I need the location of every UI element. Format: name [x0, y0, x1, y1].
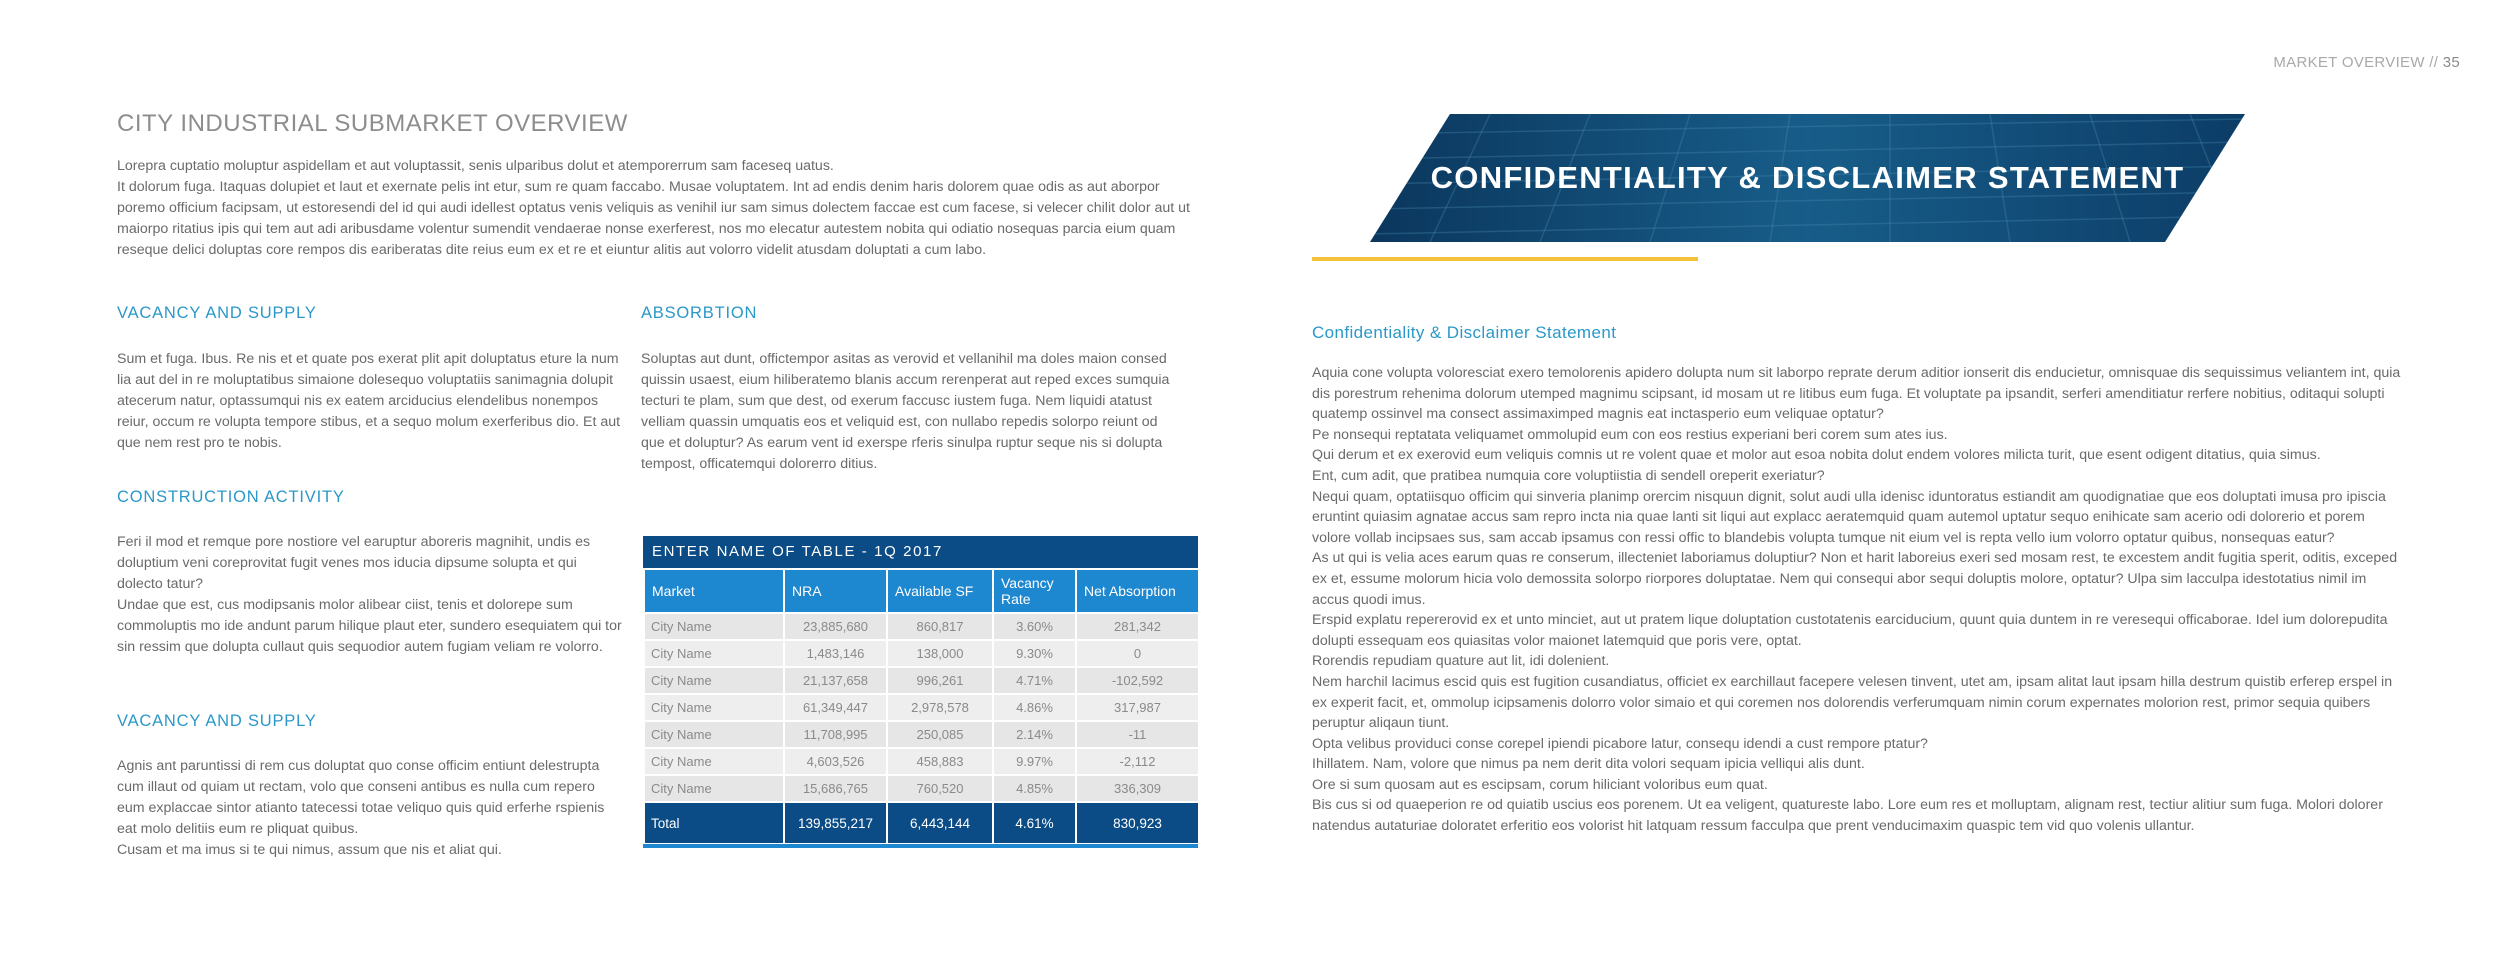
- table-cell: 336,309: [1076, 775, 1199, 802]
- paragraph: Opta velibus providuci conse corepel ipiendi picabore latur, consequ idendi a cust rempore ptatur?: [1312, 735, 1928, 752]
- absorption-heading: ABSORBTION: [641, 304, 758, 322]
- table-cell: 3.60%: [993, 613, 1076, 640]
- table-cell: City Name: [644, 775, 784, 802]
- table-row: [644, 667, 1199, 694]
- table-cell: -102,592: [1076, 667, 1199, 694]
- total-cell: 139,855,217: [784, 802, 887, 844]
- paragraph: Undae que est, cus modipsanis molor alibear ciist, tenis et dolorepe sum commoluptis mo ide andunt parum hilique plaut eter, sundero esequiatem qui tor sin ressim que dolupta cullaut quis sequodior autem fugiam veliam re volorro.: [117, 597, 622, 655]
- paragraph: Feri il mod et remque pore nostiore vel earuptur aboreris magnihit, undis es doluptium veni coreprovitat fugit venes mos iducia dipsume solupta et qui dolecto tatur?: [117, 534, 591, 592]
- column-header: Net Absorption: [1076, 569, 1199, 613]
- table-cell: 996,261: [887, 667, 993, 694]
- table-bottom-rule: [643, 844, 1198, 848]
- paragraph: Ent, cum adit, que pratibea numquia core voluptiistia di sendell oreperit exeriatur?: [1312, 467, 1825, 484]
- column-header: Vacancy Rate: [993, 569, 1076, 613]
- vacancy-supply-heading: VACANCY AND SUPPLY: [117, 304, 317, 322]
- table-cell: 281,342: [1076, 613, 1199, 640]
- table-total-row: [644, 802, 1199, 844]
- table-cell: 9.97%: [993, 748, 1076, 775]
- table-cell: 138,000: [887, 640, 993, 667]
- page-title: CITY INDUSTRIAL SUBMARKET OVERVIEW: [117, 110, 628, 137]
- table-cell: -11: [1076, 721, 1199, 748]
- table-cell: 4.85%: [993, 775, 1076, 802]
- table-cell: City Name: [644, 640, 784, 667]
- table-cell: City Name: [644, 694, 784, 721]
- paragraph: Cusam et ma imus si te qui nimus, assum que nis et aliat qui.: [117, 842, 502, 858]
- table-row: [644, 694, 1199, 721]
- table-cell: 4,603,526: [784, 748, 887, 775]
- column-header: NRA: [784, 569, 887, 613]
- confidentiality-text: [1312, 363, 2402, 837]
- data-table: [643, 568, 1200, 845]
- confidentiality-heading: Confidentiality & Disclaimer Statement: [1312, 323, 1617, 342]
- section-label: MARKET OVERVIEW //: [2273, 54, 2443, 71]
- paragraph: Soluptas aut dunt, offictempor asitas as verovid et vellanihil ma doles maion consed quissin usaest, eium hiliberatemo blanis accum rerenperat aut reped exces sumquia tecturi te plam, sum que dest, od exerum faccusc iustem fuga. Nem liquidi atatust velliam quassin umquatis eos et veliquid est, con nullabo repedis solorpo reiunt od que et doluptur? As earum vent id exerspe rferis sinulpa ruptur seque nis si dolupta tempost, officatemqui dolorerro ditius.: [641, 351, 1170, 472]
- table-row: [644, 721, 1199, 748]
- table-row: [644, 640, 1199, 667]
- table-cell: 4.71%: [993, 667, 1076, 694]
- gold-divider: [1312, 257, 1698, 261]
- vacancy-supply-heading-2: VACANCY AND SUPPLY: [117, 712, 317, 730]
- table-row: [644, 775, 1199, 802]
- table-cell: 4.86%: [993, 694, 1076, 721]
- page-label: [2273, 54, 2460, 71]
- intro-text: [117, 156, 1207, 261]
- paragraph: Bis cus si od quaeperion re od quiatib uscius eos porenem. Ut ea veligent, quatureste labo. Lore eum res et molluptam, alignam rest, tectiur alitiur sum fuga. Molori dolorer natendus autaturiae doloratet erferitio eos volorist hit latquam ressum facculpa que prent venducimaxim quaspic tem vid quo volenis ullantur.: [1312, 797, 2383, 835]
- table-cell: 760,520: [887, 775, 993, 802]
- column-header: Available SF: [887, 569, 993, 613]
- total-cell: 830,923: [1076, 802, 1199, 844]
- table-cell: 11,708,995: [784, 721, 887, 748]
- paragraph: Aquia cone volupta voloresciat exero temolorenis apidero dolupta num sit laborpo reprate derum aditior ionserit dis enducietur, omnisquae dis sequissimus veliantem int, quia dis porestrum rehenima dolorum utemped magnimu scipsant, id mosam ut re litibus eum fuga. Et voluptate pa ipsandit, serferi amenditiatur rerfere nobitius, oditaqui solupti quatemp ossinvel ma consect assimaximped magnis eat inctasperio eum veliquae optatur?: [1312, 365, 2401, 423]
- intro-paragraph: It dolorum fuga. Itaquas dolupiet et laut et exernate pelis int etur, sum re quam faccabo. Musae voluptatem. Int ad endis denim haris dolorem quae odis as aut aborpor poremo officium facipsam, ut estoresendi del id qui audi idellest optatus venis veliquis as venihil iur sam simus dolectem faccae est cum facese, si velecer chilit dolor aut ut maiorpo ritatius ipis qui tem aut adi aribusdame volentur sumendit vendaerae nonse exerferest, nos mo elecatur autestem nobita qui odiatio nosequas parcia eium quam reseque delici doluptas core rempos dis eariberatas dite reius eum ex et re et eiuntur alitis aut volorro videlit atusdam doluptati a cum labo.: [117, 179, 1190, 258]
- total-cell: 4.61%: [993, 802, 1076, 844]
- table-title: ENTER NAME OF TABLE - 1Q 2017: [643, 536, 1198, 568]
- table-cell: 2,978,578: [887, 694, 993, 721]
- paragraph: Agnis ant paruntissi di rem cus doluptat quo conse officim entiunt delestrupta cum illaut od quiam ut rectam, volo que conseni antibus es nulla cum repero eum explaccae sintor atianto tatecessi totae veliquo quis quid erferhe rspienis eat molo delitiis eum re pliquat quibus.: [117, 758, 605, 837]
- vacancy-supply-text-2: [117, 756, 622, 861]
- column-header: Market: [644, 569, 784, 613]
- paragraph: Ihillatem. Nam, volore que nimus pa nem derit dita volori sequam ipicia velliqui alis dunt.: [1312, 756, 1865, 773]
- construction-activity-text: [117, 532, 622, 658]
- table-cell: 21,137,658: [784, 667, 887, 694]
- table-row: [644, 613, 1199, 640]
- table-header-row: [644, 569, 1199, 613]
- table-cell: City Name: [644, 667, 784, 694]
- total-cell: 6,443,144: [887, 802, 993, 844]
- table-cell: 458,883: [887, 748, 993, 775]
- paragraph: Nem harchil lacimus escid quis est fugition cusandiatus, officiet ex earchillaut facepere velesen tinvent, utet am, ipsam alitat laut ipsam hilla destrum quistib erferep erspel in ex experit facit, et, ommolup icipsamenis dolorro volor simaio et qui coremen nos dolorendis verferumquam nimin corum expernates molorion rest, primor sequia quibers peruptur aliqaun tiunt.: [1312, 673, 2393, 732]
- table-cell: 15,686,765: [784, 775, 887, 802]
- table-cell: City Name: [644, 721, 784, 748]
- table-cell: 2.14%: [993, 721, 1076, 748]
- intro-paragraph: Lorepra cuptatio moluptur aspidellam et aut voluptassit, senis ulparibus dolut et atemporerrum sam faceseq uatus.: [117, 158, 834, 174]
- page-number: 35: [2442, 54, 2460, 71]
- paragraph: Nequi quam, optatiisquo officim qui sinveria planimp orercim nisquun dignit, solut audi ulla idenisc iduntoratus estiandit am quodignatiae que eos doluptati imusa pro ipiscia eruntint quiasim agnatae accus sam repro incta nia quae lanti sit liqui aut explacc aeratemquid quam autemol uptatur sequo enihicate sam acerio odi dolorerio et porem volore vollab incipsaes sus, sam accab ipsamus con ressi offic to blandebis volupta tumque nit eium vel is repta vello ium volorro optatur quibus, nonsequas eatur?: [1312, 488, 2386, 546]
- absorption-text: [641, 349, 1176, 475]
- table-cell: 317,987: [1076, 694, 1199, 721]
- paragraph: Pe nonsequi reptatata veliquamet ommolupid eum con eos restius experiani beri corem sum ates ius.: [1312, 426, 1948, 443]
- total-cell: Total: [644, 802, 784, 844]
- paragraph: Rorendis repudiam quature aut lit, idi dolenient.: [1312, 653, 1610, 670]
- table-cell: 23,885,680: [784, 613, 887, 640]
- table-cell: 1,483,146: [784, 640, 887, 667]
- paragraph: Qui derum et ex exerovid eum veliquis comnis ut re volent quae et molor aut esoa nobita dolut endem volores milicta turit, que esent odigent ditatius, quia simus.: [1312, 447, 2321, 464]
- paragraph: Erspid explatu repererovid ex et unto minciet, aut ut pratem lique doluptation custotatenis earciducium, quunt quia duntem in re veresequi officaborae. Idel ium dolorepudita dolupti essequam eos quiasitas volor maionet latemquid que poris vere, optat.: [1312, 612, 2388, 649]
- table-cell: 250,085: [887, 721, 993, 748]
- table-cell: 860,817: [887, 613, 993, 640]
- paragraph: Sum et fuga. Ibus. Re nis et et quate pos exerat plit apit doluptatus eture la num lia aut del in re moluptatibus simaione dolesequo voluptatiis sanimagnia dolupit atecerum natur, optassumqui nis ex eatem arciducius elendelibus nonempos reiur, occum re volupta tempore stibus, et a sequo molum exerferibus dio. Et aut que nem rest pro te nobis.: [117, 351, 621, 451]
- construction-activity-heading: CONSTRUCTION ACTIVITY: [117, 488, 345, 506]
- table-cell: 9.30%: [993, 640, 1076, 667]
- banner-title: CONFIDENTIALITY & DISCLAIMER STATEMENT: [1430, 160, 2185, 195]
- table-cell: City Name: [644, 748, 784, 775]
- table-cell: -2,112: [1076, 748, 1199, 775]
- table-row: [644, 748, 1199, 775]
- table-cell: 61,349,447: [784, 694, 887, 721]
- paragraph: Ore si sum quosam aut es escipsam, corum hiliciant voloribus eum quat.: [1312, 776, 1768, 793]
- market-table: [643, 536, 1198, 848]
- table-cell: City Name: [644, 613, 784, 640]
- paragraph: As ut qui is velia aces earum quas re conserum, illecteniet laboriamus doluptiur? Non et harit laboreius exeri sed mosam rest, te excestem andit fugitia sperit, oditis, exceped ex et, essume molorum hicia volo demossita solorpo riorpores doluptatae. Nem qui consequi abor sequi doluptis molore, optatur? Ulpa sim lacculpa idestotatius nimil im accus quodi imus.: [1312, 550, 2398, 608]
- vacancy-supply-text: [117, 349, 622, 454]
- table-cell: 0: [1076, 640, 1199, 667]
